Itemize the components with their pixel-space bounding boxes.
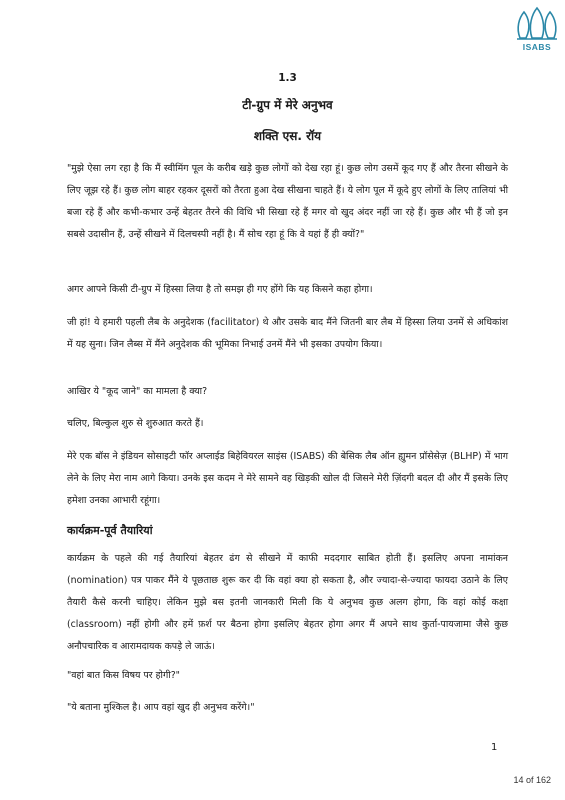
section-number: 1.3 bbox=[278, 72, 297, 84]
chapter-title: टी-ग्रुप में मेरे अनुभव bbox=[242, 98, 333, 112]
paragraph: अगर आपने किसी टी-ग्रुप में हिस्सा लिया है तो समझ ही गए होंगे कि यह किसने कहा होगा। bbox=[67, 284, 373, 295]
paragraph: जी हां! ये हमारी पहली लैब के अनुदेशक (facilitator) थे और उसके बाद मैंने जितनी बार लैब में हिस्सा लिया उनमें से अधिकांश में यह सुना। जिन लैब्स में मैंने अनुदेशक की भूमिका निभाई उनमें मैंने भी इसका उपयोग किया। bbox=[67, 317, 508, 350]
author-name: शक्ति एस. रॉय bbox=[253, 129, 322, 143]
page-number: 1 bbox=[491, 742, 498, 753]
page-count-indicator: 14 of 162 bbox=[513, 775, 551, 785]
paragraph: "वहां बात किस विषय पर होगी?" bbox=[67, 670, 180, 681]
logo-text: ISABS bbox=[522, 42, 552, 52]
paragraph: कार्यक्रम के पहले की गई तैयारियां बेहतर ढंग से सीखने में काफी मददगार साबित होती हैं। इसलिए अपना नामांकन (nomination) पत्र पाकर मैंने ये पूछताछ शुरू कर दी कि वहां क्या हो सकता है, और ज्यादा-से-ज्यादा फायदा उठाने के लिए तैयारी कैसे करनी चाहिए। लेकिन मुझे बस इतनी जानकारी मिली कि ये अनुभव कुछ अलग होगा, कि वहां कोई कक्षा (classroom) नहीं होगी और हमें फ़र्श पर बैठना होगा इसलिए बेहतर होगा अगर मैं अपने साथ कुर्ता-पायजामा जैसे कुछ अनौपचारिक व आरामदायक कपड़े ले जाऊं। bbox=[67, 553, 508, 652]
section-heading: कार्यक्रम-पूर्व तैयारियां bbox=[67, 524, 153, 537]
isabs-logo bbox=[514, 6, 560, 56]
paragraph: चलिए, बिल्कुल शुरु से शुरुआत करते हैं। bbox=[67, 418, 204, 429]
paragraph: आखिर ये "कूद जाने" का मामला है क्या? bbox=[67, 386, 208, 397]
paragraph: "मुझे ऐसा लग रहा है कि मैं स्वीमिंग पूल के करीब खड़े कुछ लोगों को देख रहा हूं। कुछ लोग उसमें कूद गए हैं और तैरना सीखने के लिए जूझ रहे हैं। कुछ लोग बाहर रहकर दूसरों को तैरता हुआ देख सीखना चाहते हैं। ये लोग पूल में कूदे हुए लोगों के लिए तालियां भी बजा रहे हैं और कभी-कभार उन्हें बेहतर तैरने की विधि भी सिखा रहे हैं मगर वो खुद अंदर नहीं जा रहे हैं। कुछ और भी हैं जो इन सबसे उदासीन हैं, उन्हें सीखने में दिलचस्पी नहीं है। मैं सोच रहा हूं कि वे यहां हैं ही क्यों?" bbox=[67, 163, 508, 240]
paragraph: मेरे एक बॉस ने इंडियन सोसाइटी फॉर अप्लाईड बिहेवियरल साइंस (ISABS) की बेसिक लैब ऑन ह्युमन प्रॉसेसेज़ (BLHP) में भाग लेने के लिए मेरा नाम आगे किया। उनके इस कदम ने मेरे सामने वह खिड़की खोल दी जिसने मेरी ज़िंदगी बदल दी और मैं इसके लिए हमेशा उनका आभारी रहूंगा। bbox=[67, 451, 508, 506]
leaf-emblem-icon bbox=[514, 6, 560, 42]
paragraph: "ये बताना मुश्किल है। आप वहां खुद ही अनुभव करेंगे।" bbox=[67, 702, 255, 713]
